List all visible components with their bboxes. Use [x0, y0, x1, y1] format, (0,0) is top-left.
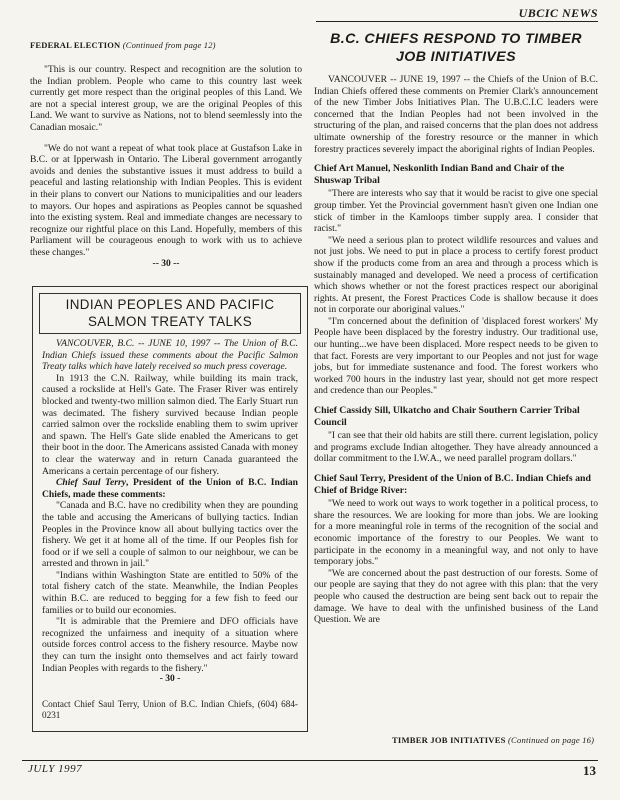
- article-paragraph: "We do not want a repeat of what took place at Gustafson Lake in B.C. or at Ipperwash in Ontario. The Liberal government arrogantly avoids and denies the substantive issues it must address to build a peaceful and lasting relationship with Indian Peoples. This is evident in their plans to convert our Nations to municipalities and our leaders to mayors. Our hopes and aspirations as Peoples cannot be squashed into the existing system. Real and immediate changes are necessary to recognize our rightful place on this Land. Hopefully, members of this Parliament will be courageous enough to work with us to achieve these changes.": [30, 142, 302, 258]
- masthead: UBCIC NEWS: [518, 6, 598, 20]
- timber-article: [314, 30, 598, 626]
- page-number: 13: [583, 763, 596, 778]
- speaker-intro: [42, 477, 298, 500]
- federal-election-continuation: [30, 40, 302, 269]
- dateline: VANCOUVER, B.C. -- JUNE 10, 1997 -- The Union of B.C. Indian Chiefs issued these comments about the Pacific Salmon Treaty talks which have lately received so much press coverage.: [42, 338, 298, 373]
- article-title-line: SALMON TREATY TALKS: [87, 314, 253, 329]
- article-paragraph: In 1913 the C.N. Railway, while building its main track, caused a rockslide at Hell's Gate. The Fraser River was entirely blocked and twenty-two million salmon died. The Early Stuart run was decimated. The fishery survived because Indian people carried salmon over the rockslide enabling them to swim upriver and spawn. The Hell's Gate slide enabled the Americans to get their boot in the door. The Americans assisted Canada with money to clear the waterway and in return Canada guaranteed the Americans a certain percentage of our fishery.: [42, 372, 298, 477]
- end-mark: -- 30 --: [152, 258, 180, 269]
- quote-paragraph: "I'm concerned about the definition of 'displaced forest workers' My People have been displaced by the forestry industry. Our traditional use, our hunting...we have been displaced. More respect needs to be given to that fact. Forests are very important to our Peoples and not just for wage jobs, but for immediate sustenance and food. The forest workers who worked 700 hours in the industry last year, should not get more respect and credence than our Peoples.": [314, 315, 598, 397]
- quote-paragraph: "Indians within Washington State are entitled to 50% of the total fishery catch of the state. Meanwhile, the Indian Peoples within B.C. are reduced to begging for a few fish to feed our families or to build our economies.: [42, 569, 298, 616]
- speaker-name: Chief Saul Terry: [56, 477, 127, 489]
- article-title-line: INDIAN PEOPLES AND PACIFIC: [65, 297, 275, 312]
- continuation-title: FEDERAL ELECTION: [30, 40, 121, 50]
- speaker-heading: Chief Art Manuel, Neskonlith Indian Band and Chair of the Shuswap Tribal: [314, 163, 565, 186]
- continuation-heading: [30, 40, 302, 50]
- article-body: [33, 338, 307, 721]
- speaker-heading: Chief Saul Terry, President of the Union of B.C. Indian Chiefs and Chief of Bridge River:: [314, 473, 591, 496]
- quote-paragraph: "I can see that their old habits are still there. current legislation, policy and programs exclude Indian altogether. They have already announced a dollar commitment to the I.W.A., we need parallel program dollars.": [314, 430, 598, 465]
- article-title-line: B.C. CHIEFS RESPOND TO TIMBER: [330, 31, 582, 47]
- continuation-note: (Continued from page 12): [122, 40, 216, 50]
- continued-page-note: (Continued on page 16): [507, 735, 595, 745]
- speaker-heading: Chief Cassidy Sill, Ulkatcho and Chair Southern Carrier Tribal Council: [314, 405, 580, 428]
- issue-date: JULY 1997: [28, 763, 83, 775]
- quote-paragraph: "Canada and B.C. have no credibility when they are pounding the table and accusing the Americans of bullying tactics. Indian Peoples in the Province know all about bullying tactics over the fishery. We get it at home all of the time. If our Peoples fish for food or if we sell a couple of salmon to our neighbour, we can be arrested and thrown in jail.": [42, 500, 298, 570]
- continued-on-note: [392, 735, 594, 745]
- article-title: [39, 293, 301, 334]
- continued-title: TIMBER JOB INITIATIVES: [392, 735, 506, 745]
- quote-paragraph: "It is admirable that the Premiere and DFO officials have recognized the unfairness and inequity of a situation where outside forces control access to the fishery resource. Maybe now they can turn the insight onto themselves and act fairly toward Indian Peoples with regards to the fishery.": [42, 616, 298, 674]
- quote-paragraph: "There are interests who say that it would be racist to give one special group timber. Yet the Provincial government hasn't given one Indian one stick of timber in the Kamloops timber supply area. I consider that racist.": [314, 188, 598, 235]
- footer-rule: [22, 760, 598, 761]
- article-title-line: JOB INITIATIVES: [395, 49, 517, 65]
- end-mark: - 30 -: [159, 674, 181, 685]
- article-paragraph: "This is our country. Respect and recognition are the solution to the Indian problem. People who came to this country last week currently get more respect than the original peoples of this Land. We are not a special interest group, we are the original Peoples of this Land. We want to survive as Nations, not to blend seemlessly into the Canadian mosaic.": [30, 64, 302, 133]
- speaker-intro-rest: , President of the Union of B.C. Indian Chiefs, made these comments:: [42, 477, 299, 500]
- masthead-rule: [316, 21, 598, 22]
- contact-line: Contact Chief Saul Terry, Union of B.C. Indian Chiefs, (604) 684-0231: [42, 699, 298, 721]
- salmon-treaty-article: [32, 286, 308, 732]
- quote-paragraph: "We are concerned about the past destruction of our forests. Some of our people are saying that they do not agree with this plan: that the very people who caused the destruction are being sent back out to repair the damage. We have to deal with the unfinished business of the Land Question. We are: [314, 567, 598, 626]
- article-title: [314, 30, 598, 66]
- quote-paragraph: "We need to work out ways to work together in a political process, to share the resources. We are looking for more than jobs. We are looking for a more meaningful role in terms of the recognition of the social and economic importance of the forestry to our Peoples. We want to participate in the economy in a meaningful way, and not only to have temporary jobs.": [314, 498, 598, 568]
- quote-paragraph: "We need a serious plan to protect wildlife resources and values and not just jobs. We need to put in place a process to certify forest product show if the products come from an area and through a process which is sustainably managed and developed. We need a process of certification which shows whether or not the forest practices respect our aboriginal rights. At present, the Forest Practices Code is shallow because it does not in corporate our aboriginal values.": [314, 234, 598, 316]
- article-paragraph: VANCOUVER -- JUNE 19, 1997 -- the Chiefs of the Union of B.C. Indian Chiefs offered these comments on Premier Clark's announcement of the new Timber Jobs Initiatives Plan. The U.B.C.I.C leaders were concerned that the Indian Peoples had not been involved in the structuring of the plan, and raised concerns that the plan does not address ultimate ownership of the forestry resource or the manner in which forestry practices severely impact the aboriginal rights of Indian Peoples.: [314, 74, 598, 155]
